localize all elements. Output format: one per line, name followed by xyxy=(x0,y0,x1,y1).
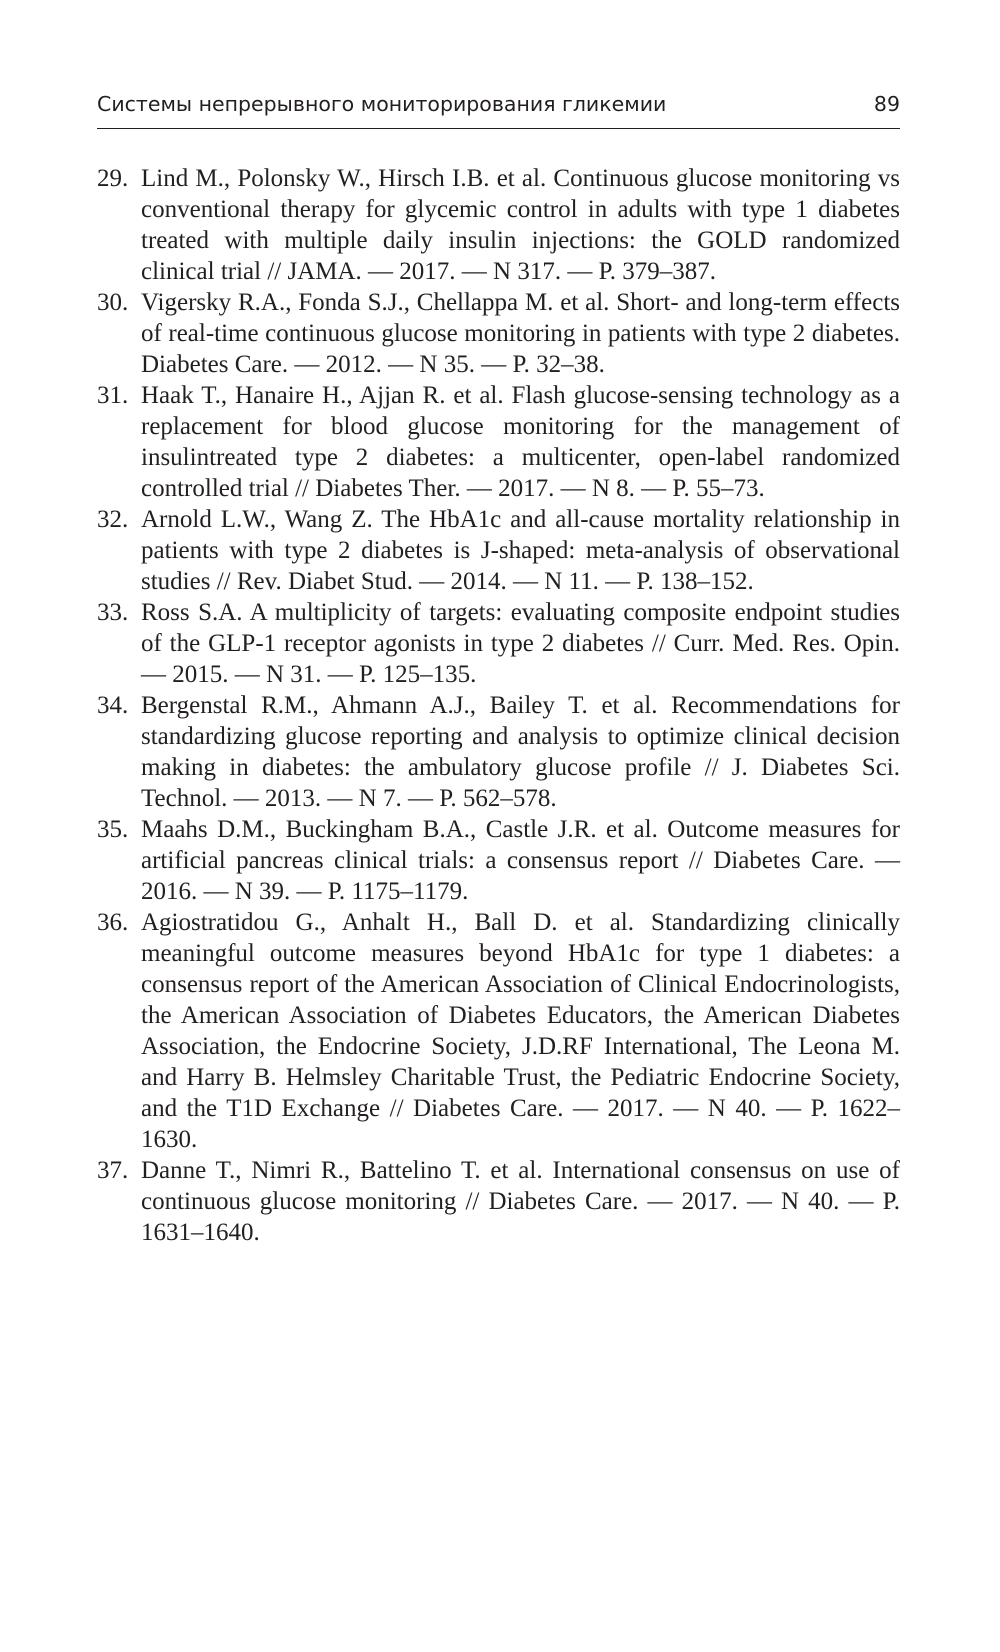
reference-item xyxy=(97,597,900,690)
reference-number: 35. xyxy=(97,816,129,843)
reference-number: 32. xyxy=(97,506,129,533)
reference-number: 37. xyxy=(97,1157,129,1184)
reference-text: Bergenstal R.M., Ahmann A.J., Bailey T. et al. Recommendations for standardizing glucose reporting and analysis to optimize clinical decision making in diabetes: the ambulatory glucose profile // J. Diabetes Sci. Technol. — 2013. — N 7. — P. 562–578. xyxy=(141,692,900,812)
reference-number: 36. xyxy=(97,909,129,936)
reference-text: Arnold L.W., Wang Z. The HbA1c and all-cause mortality relationship in patients with type 2 diabetes is J-shaped: meta-analysis of observational studies // Rev. Diabet Stud. — 2014. — N 11. — P. 138–152. xyxy=(141,506,900,595)
reference-item xyxy=(97,1155,900,1248)
running-header xyxy=(97,88,900,129)
reference-item xyxy=(97,907,900,1155)
reference-item xyxy=(97,814,900,907)
reference-list xyxy=(97,163,900,1248)
reference-number: 33. xyxy=(97,599,129,626)
reference-number: 30. xyxy=(97,289,129,316)
reference-text: Maahs D.M., Buckingham B.A., Castle J.R. et al. Outcome measures for artificial pancreas clinical trials: a consensus report // Diabetes Care. — 2016. — N 39. — P. 1175–1179. xyxy=(141,816,900,905)
reference-item xyxy=(97,163,900,287)
reference-text: Ross S.A. A multiplicity of targets: evaluating composite endpoint studies of the GLP-1 receptor agonists in type 2 diabetes // Curr. Med. Res. Opin. — 2015. — N 31. — P. 125–135. xyxy=(141,599,900,688)
reference-text: Vigersky R.A., Fonda S.J., Chellappa M. et al. Short- and long-term effects of real-time continuous glucose monitoring in patients with type 2 diabetes. Diabetes Care. — 2012. — N 35. — P. 32–38. xyxy=(141,289,900,378)
reference-item xyxy=(97,380,900,504)
reference-text: Haak T., Hanaire H., Ajjan R. et al. Flash glucose-sensing technology as a replacement for blood glucose monitoring for the management of insulintreated type 2 diabetes: a multicenter, open-label randomized controlled trial // Diabetes Ther. — 2017. — N 8. — P. 55–73. xyxy=(141,382,900,502)
reference-text: Danne T., Nimri R., Battelino T. et al. International consensus on use of continuous glucose monitoring // Diabetes Care. — 2017. — N 40. — P. 1631–1640. xyxy=(141,1157,900,1246)
reference-number: 31. xyxy=(97,382,129,409)
reference-item xyxy=(97,504,900,597)
reference-text: Agiostratidou G., Anhalt H., Ball D. et al. Standardizing clinically meaningful outcome measures beyond HbA1c for type 1 diabetes: a consensus report of the American Association of Clinical Endocrinologists, the American Association of Diabetes Educators, the American Diabetes Association, the Endocrine Society, J.D.RF International, The Leona M. and Harry B. Helmsley Charitable Trust, the Pediatric Endocrine Society, and the T1D Exchange // Diabetes Care. — 2017. — N 40. — P. 1622–1630. xyxy=(141,909,900,1153)
reference-item xyxy=(97,287,900,380)
reference-number: 29. xyxy=(97,165,129,192)
running-title: Системы непрерывного мониторирования гликемии xyxy=(97,92,667,116)
reference-text: Lind M., Polonsky W., Hirsch I.B. et al. Continuous glucose monitoring vs conventional therapy for glycemic control in adults with type 1 diabetes treated with multiple daily insulin injections: the GOLD randomized clinical trial // JAMA. — 2017. — N 317. — P. 379–387. xyxy=(141,165,900,285)
reference-number: 34. xyxy=(97,692,129,719)
reference-item xyxy=(97,690,900,814)
page-number: 89 xyxy=(873,92,900,116)
